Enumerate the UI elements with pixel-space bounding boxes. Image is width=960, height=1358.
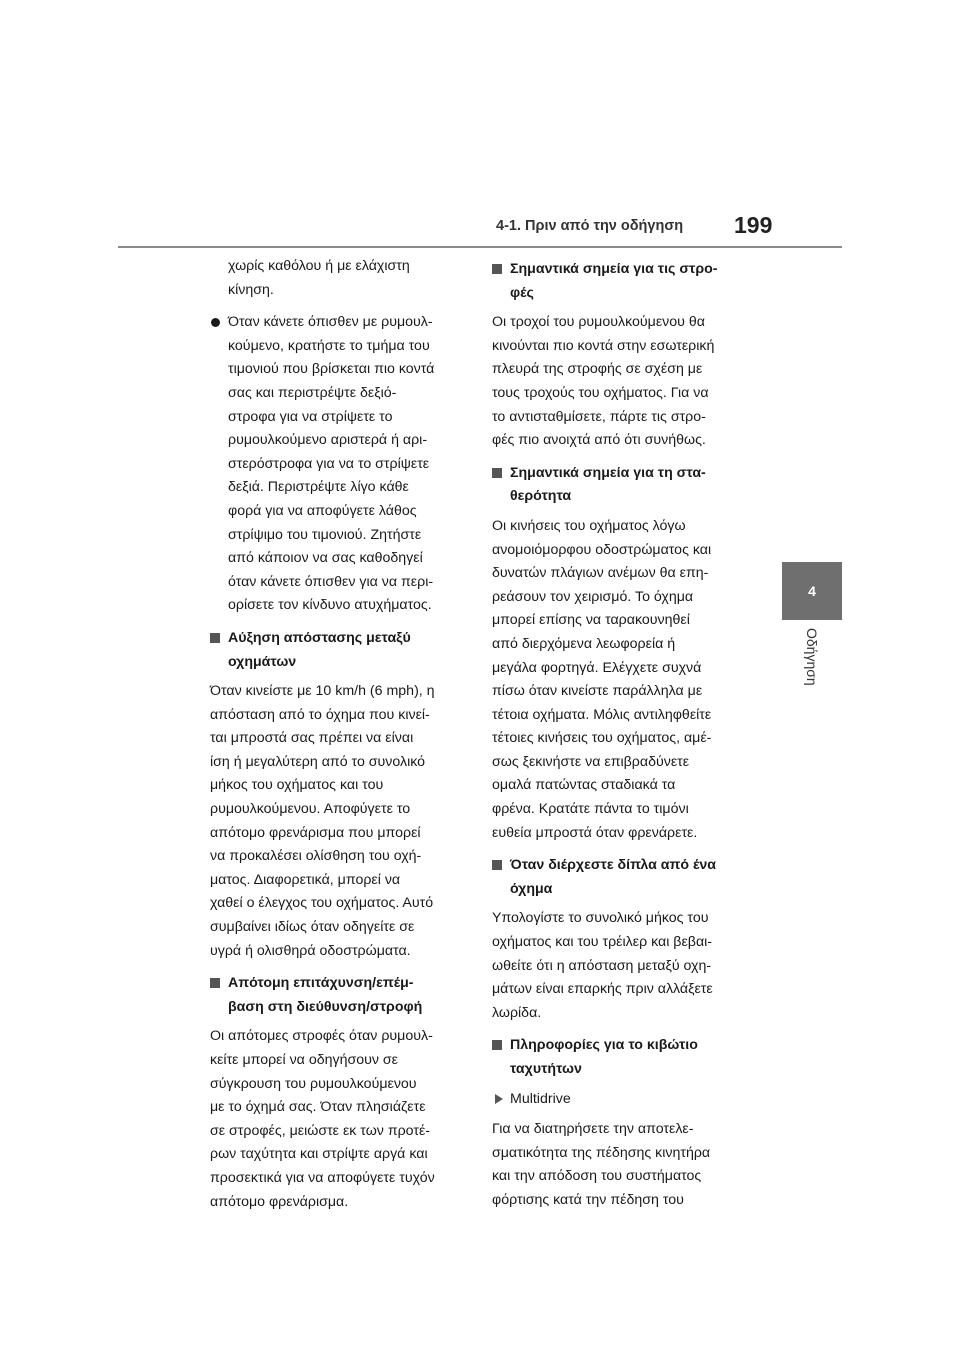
heading-steering bbox=[210, 972, 472, 1019]
text-line: πίσω όταν κινείστε παράλληλα με bbox=[492, 683, 703, 700]
text-line: κινούνται πιο κοντά στην εσωτερική bbox=[492, 337, 715, 354]
text-line: Όταν κάνετε όπισθεν με ρυμουλ- bbox=[228, 314, 433, 331]
text-line: στρίψιμο του τιμονιού. Ζητήστε bbox=[228, 526, 422, 543]
triangle-bullet-icon bbox=[495, 1094, 503, 1104]
subitem-label: Multidrive bbox=[510, 1090, 571, 1107]
text-line: Όταν κινείστε με 10 km/h (6 mph), η bbox=[210, 683, 435, 700]
text-line: το αντισταθμίσετε, πάρτε τις στρο- bbox=[492, 408, 706, 425]
header-title: 4-1. Πριν από την οδήγηση bbox=[496, 218, 684, 234]
square-bullet-icon bbox=[492, 468, 502, 478]
text-line: υγρά ή ολισθηρά οδοστρώματα. bbox=[210, 942, 411, 959]
text-line: με το όχημά σας. Όταν πλησιάζετε bbox=[210, 1099, 426, 1116]
text-line: χαθεί ο έλεγχος του οχήματος. Αυτό bbox=[210, 895, 434, 912]
page-number: 199 bbox=[734, 212, 773, 238]
heading-turns bbox=[492, 258, 762, 305]
heading-line: Πληροφορίες για το κιβώτιο bbox=[510, 1037, 698, 1054]
text-line: κείτε μπορεί να οδηγήσουν σε bbox=[210, 1052, 399, 1068]
text-line: να προκαλέσει ολίσθηση του οχή- bbox=[210, 848, 422, 865]
text-line: ορίσετε τον κίνδυνο ατυχήματος. bbox=[228, 597, 432, 614]
text-line: απότομο φρενάρισμα. bbox=[210, 1193, 349, 1210]
text-line: ευθεία μπροστά όταν φρενάρετε. bbox=[492, 824, 698, 841]
paragraph-distance bbox=[210, 680, 472, 963]
heading-distance bbox=[210, 627, 472, 674]
square-bullet-icon bbox=[492, 1040, 502, 1050]
text-line: μήκος του οχήματος και του bbox=[210, 777, 384, 794]
text-line: όταν κάνετε όπισθεν για να περι- bbox=[228, 573, 434, 590]
heading-line: βαση στη διεύθυνση/στροφή bbox=[228, 998, 423, 1015]
text-line: ρυμουλκούμενο αριστερά ή αρι- bbox=[228, 432, 428, 449]
text-line: μπορεί επίσης να ταρακουνηθεί bbox=[492, 612, 690, 629]
text-line: ωθείτε ότι η απόσταση μεταξύ οχη- bbox=[492, 957, 712, 974]
text-line: φές πιο ανοιχτά από ότι συνήθως. bbox=[492, 432, 706, 449]
text-line: τιμονιού που βρίσκεται πιο κοντά bbox=[228, 361, 435, 378]
text-line: κίνηση. bbox=[228, 281, 274, 298]
text-line: από κάποιον να σας καθοδηγεί bbox=[228, 550, 423, 567]
text-line: δεξιά. Περιστρέψτε λίγο κάθε bbox=[228, 479, 409, 496]
text-line: Υπολογίστε το συνολικό μήκος του bbox=[492, 910, 709, 927]
heading-line: οχημάτων bbox=[228, 653, 297, 670]
text-line: ρεάσουν τον χειρισμό. Το όχημα bbox=[492, 588, 694, 605]
subitem-multidrive bbox=[492, 1088, 762, 1112]
text-line: μάτων είναι επαρκής πριν αλλάξετε bbox=[492, 981, 713, 998]
text-line: φόρτισης κατά την πέδηση του bbox=[492, 1191, 684, 1208]
text-line: οχήματος και του τρέιλερ και βεβαι- bbox=[492, 934, 713, 951]
text-line: απότομο φρενάρισμα που μπορεί bbox=[210, 824, 421, 841]
text-line: χωρίς καθόλου ή με ελάχιστη bbox=[228, 258, 410, 274]
text-line: ρων ταχύτητα και στρίψτε αργά και bbox=[210, 1146, 428, 1163]
text-line: φορά για να αποφύγετε λάθος bbox=[228, 502, 417, 519]
text-line: ίση ή μεγαλύτερη από το συνολικό bbox=[210, 753, 426, 770]
continuation-text bbox=[210, 255, 472, 302]
text-line: ομαλά πατώντας σταδιακά τα bbox=[492, 777, 676, 794]
heading-line: Αύξηση απόστασης μεταξύ bbox=[228, 629, 411, 646]
text-line: δυνατών πλάγιων ανέμων θα επη- bbox=[492, 565, 709, 582]
heading-passing bbox=[492, 854, 762, 901]
text-line: μεγάλα φορτηγά. Ελέγχετε συχνά bbox=[492, 659, 702, 676]
text-line: προσεκτικά για να αποφύγετε τυχόν bbox=[210, 1169, 435, 1186]
heading-line: φές bbox=[510, 284, 534, 301]
text-line: κούμενο, κρατήστε το τμήμα του bbox=[228, 337, 430, 354]
heading-transmission bbox=[492, 1034, 762, 1081]
paragraph-stability bbox=[492, 515, 762, 845]
text-line: σως ξεκινήστε να επιβραδύνετε bbox=[492, 753, 690, 770]
heading-line: όχημα bbox=[510, 880, 553, 897]
text-line: πλευρά της στροφής σε σχέση με bbox=[492, 361, 703, 378]
text-line: στερόστροφα για να το στρίψετε bbox=[228, 455, 430, 472]
text-line: σύγκρουση του ρυμουλκούμενου bbox=[210, 1075, 417, 1092]
chapter-label: Οδήγηση bbox=[804, 628, 820, 686]
text-line: τέτοιες κινήσεις του οχήματος, αμέ- bbox=[492, 730, 712, 747]
text-line: και την απόδοση του συστήματος bbox=[492, 1168, 702, 1185]
header-rule bbox=[118, 246, 842, 248]
heading-line: Απότομη επιτάχυνση/επέμ- bbox=[228, 975, 414, 992]
heading-line: Σημαντικά σημεία για τη στα- bbox=[510, 464, 706, 481]
bullet-reversing bbox=[210, 311, 472, 618]
paragraph-passing bbox=[492, 907, 762, 1025]
heading-line: ταχυτήτων bbox=[510, 1061, 582, 1077]
square-bullet-icon bbox=[492, 860, 502, 870]
heading-line: Όταν διέρχεστε δίπλα από ένα bbox=[510, 857, 716, 874]
text-line: ρυμουλκούμενου. Αποφύγετε το bbox=[210, 801, 411, 818]
text-line: φρένα. Κρατάτε πάντα το τιμόνι bbox=[492, 801, 689, 818]
text-line: ματος. Διαφορετικά, μπορεί να bbox=[210, 871, 401, 888]
text-line: Οι κινήσεις του οχήματος λόγω bbox=[492, 517, 686, 534]
text-line: τέτοια οχήματα. Μόλις αντιληφθείτε bbox=[492, 706, 712, 723]
text-line: ται μπροστά σας πρέπει να είναι bbox=[210, 730, 414, 747]
text-line: σματικότητα της πέδησης κινητήρα bbox=[492, 1144, 711, 1161]
text-line: Για να διατηρήσετε την αποτελε- bbox=[492, 1121, 694, 1138]
heading-line: θερότητα bbox=[510, 488, 572, 505]
paragraph-turns bbox=[492, 311, 762, 453]
text-line: λωρίδα. bbox=[492, 1004, 542, 1021]
text-line: Οι τροχοί του ρυμουλκούμενου θα bbox=[492, 314, 705, 331]
square-bullet-icon bbox=[210, 978, 220, 988]
text-line: απόσταση από το όχημα που κινεί- bbox=[210, 706, 430, 723]
bullet-dot-icon bbox=[211, 318, 220, 327]
text-line: ανομοιόμορφου οδοστρώματος και bbox=[492, 541, 712, 558]
right-column bbox=[492, 255, 762, 1222]
paragraph-steering bbox=[210, 1025, 472, 1214]
text-line: στροφα για να στρίψετε το bbox=[228, 408, 393, 425]
heading-line: Σημαντικά σημεία για τις στρο- bbox=[510, 261, 718, 277]
square-bullet-icon bbox=[492, 264, 502, 274]
paragraph-transmission bbox=[492, 1118, 762, 1212]
text-line: από διερχόμενα λεωφορεία ή bbox=[492, 635, 676, 652]
chapter-tab: 4 bbox=[782, 562, 842, 620]
text-line: τους τροχούς του οχήματος. Για να bbox=[492, 384, 709, 401]
text-line: σας και περιστρέψτε δεξιό- bbox=[228, 384, 397, 401]
left-column bbox=[210, 255, 472, 1223]
heading-stability bbox=[492, 462, 762, 509]
square-bullet-icon bbox=[210, 633, 220, 643]
text-line: Οι απότομες στροφές όταν ρυμουλ- bbox=[210, 1028, 433, 1045]
text-line: σε στροφές, μειώστε εκ των προτέ- bbox=[210, 1122, 431, 1139]
text-line: συμβαίνει ιδίως όταν οδηγείτε σε bbox=[210, 919, 415, 936]
